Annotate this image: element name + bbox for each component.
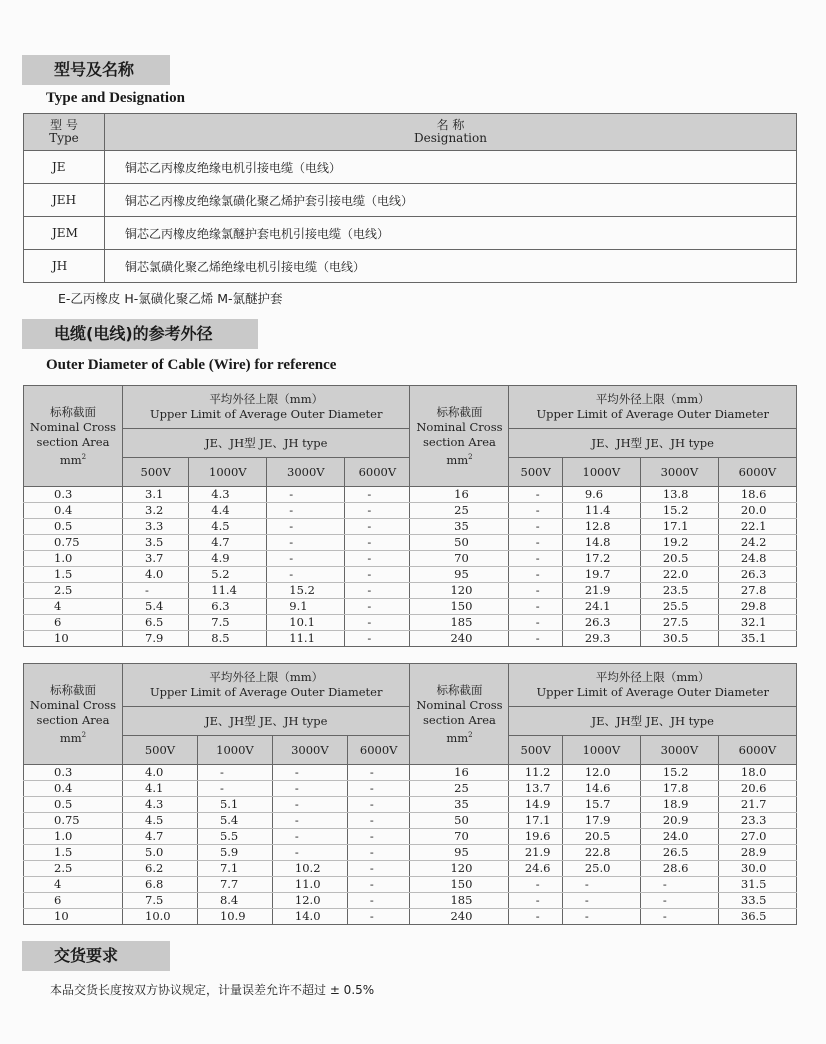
diameter-cell: - (345, 615, 410, 631)
diameter-cell: 5.4 (197, 813, 272, 829)
diameter-cell: 8.5 (189, 631, 267, 647)
diameter-cell: - (345, 487, 410, 503)
diameter-cell: 33.5 (718, 893, 796, 909)
designation-cell: 铜芯氯磺化聚乙烯绝缘电机引接电缆（电线） (105, 250, 797, 283)
diameter-table-2 (23, 663, 797, 925)
diameter-cell: 3.5 (123, 535, 189, 551)
area-cell: 70 (410, 551, 509, 567)
area-header: 标称截面 Nominal Cross section Area $mm^2$ (24, 386, 123, 487)
table-row (24, 797, 797, 813)
diameter-cell: 23.3 (718, 813, 796, 829)
diameter-cell: - (509, 503, 562, 519)
diameter-cell: 30.0 (718, 861, 796, 877)
diameter-cell: 3.2 (123, 503, 189, 519)
diameter-cell: 21.7 (718, 797, 796, 813)
diameter-cell: 4.1 (123, 781, 198, 797)
diameter-cell: - (509, 615, 562, 631)
diameter-cell: - (509, 877, 562, 893)
diameter-cell: 4.9 (189, 551, 267, 567)
area-cell: 95 (410, 845, 509, 861)
diameter-cell: 13.8 (640, 487, 718, 503)
voltage-header: 1000V (562, 458, 640, 487)
diameter-cell: - (345, 631, 410, 647)
diameter-cell: 5.9 (197, 845, 272, 861)
voltage-header: 1000V (189, 458, 267, 487)
area-cell: 10 (24, 631, 123, 647)
area-header: 标称截面 Nominal Cross section Area $mm^2$ (24, 664, 123, 765)
area-cell: 0.75 (24, 813, 123, 829)
diameter-cell: 20.6 (718, 781, 796, 797)
type-label-header: JE、JH型 JE、JH type (123, 429, 410, 458)
diameter-cell: - (562, 877, 640, 893)
diameter-cell: 24.8 (718, 551, 796, 567)
section-subtitle-type: Type and Designation (46, 90, 185, 106)
section-heading-diameter: 电缆(电线)的参考外径 (22, 319, 258, 349)
voltage-header: 3000V (640, 736, 718, 765)
type-cell: JEM (24, 217, 105, 250)
area-cell: 1.5 (24, 567, 123, 583)
type-label-header: JE、JH型 JE、JH type (509, 707, 797, 736)
type-cell: JH (24, 250, 105, 283)
diameter-cell: - (267, 487, 345, 503)
diameter-cell: 15.2 (640, 503, 718, 519)
diameter-cell: 14.9 (509, 797, 562, 813)
diameter-cell: 17.8 (640, 781, 718, 797)
diameter-cell: 28.6 (640, 861, 718, 877)
table-row (24, 250, 797, 283)
diameter-table-1 (23, 385, 797, 647)
diameter-cell: 8.4 (197, 893, 272, 909)
diameter-cell: 11.4 (562, 503, 640, 519)
area-cell: 50 (410, 535, 509, 551)
designation-cell: 铜芯乙丙橡皮绝缘氯醚护套电机引接电缆（电线） (105, 217, 797, 250)
diameter-cell: - (345, 519, 410, 535)
diameter-cell: 4.3 (123, 797, 198, 813)
diameter-cell: - (509, 551, 562, 567)
diameter-cell: - (267, 551, 345, 567)
diameter-cell: - (197, 781, 272, 797)
diameter-cell: 4.5 (189, 519, 267, 535)
diameter-cell: 22.1 (718, 519, 796, 535)
voltage-header: 500V (509, 736, 562, 765)
diameter-cell: 15.2 (267, 583, 345, 599)
diameter-cell: - (272, 781, 347, 797)
diameter-cell: - (345, 535, 410, 551)
diameter-cell: 11.0 (272, 877, 347, 893)
voltage-header: 6000V (718, 736, 796, 765)
area-cell: 240 (410, 631, 509, 647)
diameter-cell: 7.1 (197, 861, 272, 877)
diameter-cell: 15.2 (640, 765, 718, 781)
diameter-cell: 26.3 (718, 567, 796, 583)
diameter-cell: 27.8 (718, 583, 796, 599)
upper-limit-header: 平均外径上限（mm） Upper Limit of Average Outer Diameter (509, 386, 797, 429)
table-row (24, 845, 797, 861)
table-row (24, 487, 797, 503)
type-label-header: JE、JH型 JE、JH type (509, 429, 797, 458)
area-cell: 0.4 (24, 781, 123, 797)
header-row (24, 386, 797, 429)
diameter-cell: 32.1 (718, 615, 796, 631)
area-cell: 120 (410, 583, 509, 599)
table-row (24, 765, 797, 781)
diameter-cell: - (345, 503, 410, 519)
diameter-cell: 25.0 (562, 861, 640, 877)
diameter-cell: 28.9 (718, 845, 796, 861)
diameter-cell: - (267, 535, 345, 551)
area-cell: 4 (24, 599, 123, 615)
voltage-header: 6000V (345, 458, 410, 487)
diameter-cell: 12.0 (272, 893, 347, 909)
diameter-cell: 27.5 (640, 615, 718, 631)
diameter-cell: - (562, 893, 640, 909)
type-cell: JEH (24, 184, 105, 217)
diameter-cell: - (123, 583, 189, 599)
area-cell: 0.3 (24, 487, 123, 503)
diameter-cell: 29.3 (562, 631, 640, 647)
upper-limit-header: 平均外径上限（mm） Upper Limit of Average Outer Diameter (123, 386, 410, 429)
diameter-cell: 17.2 (562, 551, 640, 567)
diameter-cell: - (272, 845, 347, 861)
voltage-header: 500V (509, 458, 562, 487)
header-row (24, 664, 797, 707)
diameter-cell: 5.0 (123, 845, 198, 861)
area-cell: 35 (410, 519, 509, 535)
area-cell: 16 (410, 765, 509, 781)
diameter-cell: 22.0 (640, 567, 718, 583)
diameter-cell: - (347, 909, 410, 925)
diameter-cell: 3.3 (123, 519, 189, 535)
voltage-header: 500V (123, 736, 198, 765)
diameter-cell: 4.5 (123, 813, 198, 829)
diameter-cell: - (347, 797, 410, 813)
diameter-cell: - (509, 599, 562, 615)
voltage-header: 6000V (347, 736, 410, 765)
diameter-cell: 11.1 (267, 631, 345, 647)
diameter-cell: 15.7 (562, 797, 640, 813)
area-cell: 50 (410, 813, 509, 829)
diameter-cell: 7.9 (123, 631, 189, 647)
diameter-cell: 25.5 (640, 599, 718, 615)
diameter-cell: 5.5 (197, 829, 272, 845)
diameter-cell: 11.4 (189, 583, 267, 599)
area-cell: 10 (24, 909, 123, 925)
diameter-cell: - (509, 909, 562, 925)
type-designation-table (23, 113, 797, 283)
diameter-cell: 26.3 (562, 615, 640, 631)
diameter-cell: 31.5 (718, 877, 796, 893)
area-cell: 70 (410, 829, 509, 845)
diameter-cell: 29.8 (718, 599, 796, 615)
diameter-cell: 10.2 (272, 861, 347, 877)
diameter-cell: 4.0 (123, 765, 198, 781)
diameter-cell: - (509, 631, 562, 647)
diameter-cell: 4.0 (123, 567, 189, 583)
table-row (24, 567, 797, 583)
area-header: 标称截面 Nominal Cross section Area $mm^2$ (410, 386, 509, 487)
voltage-header: 1000V (562, 736, 640, 765)
diameter-cell: - (509, 519, 562, 535)
diameter-cell: - (509, 567, 562, 583)
diameter-cell: 6.2 (123, 861, 198, 877)
table-row (24, 615, 797, 631)
voltage-header: 1000V (197, 736, 272, 765)
diameter-cell: 23.5 (640, 583, 718, 599)
area-cell: 0.4 (24, 503, 123, 519)
area-cell: 1.0 (24, 551, 123, 567)
section-heading-type: 型号及名称 (22, 55, 170, 85)
diameter-cell: - (347, 877, 410, 893)
area-cell: 25 (410, 781, 509, 797)
area-cell: 150 (410, 599, 509, 615)
diameter-cell: - (345, 567, 410, 583)
area-cell: 0.3 (24, 765, 123, 781)
diameter-cell: - (347, 861, 410, 877)
area-cell: 25 (410, 503, 509, 519)
diameter-cell: 10.1 (267, 615, 345, 631)
area-cell: 95 (410, 567, 509, 583)
type-header: 型 号 Type (24, 114, 105, 151)
diameter-cell: - (509, 487, 562, 503)
area-cell: 4 (24, 877, 123, 893)
diameter-cell: - (347, 893, 410, 909)
table-row (24, 217, 797, 250)
diameter-cell: 7.5 (123, 893, 198, 909)
diameter-cell: - (345, 551, 410, 567)
section-heading-delivery: 交货要求 (22, 941, 170, 971)
diameter-cell: 5.4 (123, 599, 189, 615)
diameter-cell: 9.6 (562, 487, 640, 503)
diameter-cell: 24.0 (640, 829, 718, 845)
diameter-cell: 10.9 (197, 909, 272, 925)
table-row (24, 631, 797, 647)
diameter-cell: 5.2 (189, 567, 267, 583)
upper-limit-header: 平均外径上限（mm） Upper Limit of Average Outer Diameter (123, 664, 410, 707)
table-row (24, 813, 797, 829)
area-header: 标称截面 Nominal Cross section Area $mm^2$ (410, 664, 509, 765)
table-row (24, 535, 797, 551)
area-cell: 185 (410, 893, 509, 909)
diameter-cell: 24.1 (562, 599, 640, 615)
area-cell: 6 (24, 893, 123, 909)
area-cell: 16 (410, 487, 509, 503)
diameter-cell: 20.5 (562, 829, 640, 845)
diameter-cell: - (347, 781, 410, 797)
type-label-header: JE、JH型 JE、JH type (123, 707, 410, 736)
area-cell: 6 (24, 615, 123, 631)
diameter-cell: 4.3 (189, 487, 267, 503)
area-cell: 0.75 (24, 535, 123, 551)
diameter-cell: 4.4 (189, 503, 267, 519)
area-cell: 2.5 (24, 861, 123, 877)
area-cell: 35 (410, 797, 509, 813)
diameter-cell: 12.8 (562, 519, 640, 535)
voltage-header: 3000V (272, 736, 347, 765)
diameter-cell: 6.3 (189, 599, 267, 615)
table-row (24, 781, 797, 797)
diameter-cell: 20.9 (640, 813, 718, 829)
designation-cell: 铜芯乙丙橡皮绝缘电机引接电缆（电线） (105, 151, 797, 184)
diameter-cell: 12.0 (562, 765, 640, 781)
diameter-cell: - (272, 797, 347, 813)
diameter-cell: - (509, 583, 562, 599)
diameter-cell: 3.1 (123, 487, 189, 503)
voltage-header: 3000V (267, 458, 345, 487)
diameter-cell: - (272, 813, 347, 829)
diameter-cell: - (640, 893, 718, 909)
diameter-cell: - (345, 599, 410, 615)
voltage-header: 6000V (718, 458, 796, 487)
diameter-cell: 7.7 (197, 877, 272, 893)
area-cell: 120 (410, 861, 509, 877)
area-cell: 2.5 (24, 583, 123, 599)
voltage-header: 3000V (640, 458, 718, 487)
diameter-cell: - (345, 583, 410, 599)
diameter-cell: 21.9 (562, 583, 640, 599)
table-row (24, 877, 797, 893)
diameter-cell: 3.7 (123, 551, 189, 567)
diameter-cell: 9.1 (267, 599, 345, 615)
diameter-cell: - (267, 519, 345, 535)
diameter-cell: 14.6 (562, 781, 640, 797)
diameter-cell: - (509, 893, 562, 909)
voltage-header: 500V (123, 458, 189, 487)
type-cell: JE (24, 151, 105, 184)
table-row (24, 829, 797, 845)
area-cell: 1.5 (24, 845, 123, 861)
area-cell: 0.5 (24, 519, 123, 535)
abbreviation-note: E-乙丙橡皮 H-氯磺化聚乙烯 M-氯醚护套 (58, 291, 283, 306)
table-row (24, 184, 797, 217)
diameter-cell: 22.8 (562, 845, 640, 861)
delivery-text: 本品交货长度按双方协议规定，计量误差允许不超过 ± 0.5% (50, 983, 375, 997)
diameter-cell: 19.6 (509, 829, 562, 845)
diameter-cell: 18.6 (718, 487, 796, 503)
diameter-cell: - (347, 813, 410, 829)
diameter-cell: 14.8 (562, 535, 640, 551)
area-cell: 185 (410, 615, 509, 631)
table-row (24, 583, 797, 599)
diameter-cell: 17.1 (640, 519, 718, 535)
table-row (24, 503, 797, 519)
diameter-cell: 14.0 (272, 909, 347, 925)
diameter-cell: 19.2 (640, 535, 718, 551)
diameter-cell: - (267, 503, 345, 519)
diameter-cell: - (272, 829, 347, 845)
diameter-cell: - (347, 829, 410, 845)
diameter-cell: 6.8 (123, 877, 198, 893)
diameter-cell: 24.2 (718, 535, 796, 551)
diameter-cell: 17.1 (509, 813, 562, 829)
diameter-cell: 5.1 (197, 797, 272, 813)
diameter-cell: 20.0 (718, 503, 796, 519)
diameter-cell: 21.9 (509, 845, 562, 861)
diameter-cell: 36.5 (718, 909, 796, 925)
diameter-cell: 6.5 (123, 615, 189, 631)
section-subtitle-diameter: Outer Diameter of Cable (Wire) for reference (46, 357, 337, 373)
diameter-cell: 27.0 (718, 829, 796, 845)
diameter-cell: - (640, 909, 718, 925)
diameter-cell: - (562, 909, 640, 925)
diameter-cell: 30.5 (640, 631, 718, 647)
diameter-cell: 4.7 (189, 535, 267, 551)
table-row (24, 599, 797, 615)
diameter-cell: 18.0 (718, 765, 796, 781)
diameter-cell: 19.7 (562, 567, 640, 583)
diameter-cell: 4.7 (123, 829, 198, 845)
table-row (24, 151, 797, 184)
table-row (24, 893, 797, 909)
diameter-cell: 7.5 (189, 615, 267, 631)
diameter-cell: - (347, 765, 410, 781)
designation-header: 名 称 Designation (105, 114, 797, 151)
diameter-cell: 11.2 (509, 765, 562, 781)
upper-limit-header: 平均外径上限（mm） Upper Limit of Average Outer Diameter (509, 664, 797, 707)
diameter-cell: 13.7 (509, 781, 562, 797)
diameter-cell: - (267, 567, 345, 583)
designation-cell: 铜芯乙丙橡皮绝缘氯磺化聚乙烯护套引接电缆（电线） (105, 184, 797, 217)
diameter-cell: 20.5 (640, 551, 718, 567)
table-row (24, 909, 797, 925)
table-row (24, 861, 797, 877)
diameter-cell: 10.0 (123, 909, 198, 925)
table-row (24, 551, 797, 567)
diameter-cell: 24.6 (509, 861, 562, 877)
diameter-cell: 26.5 (640, 845, 718, 861)
diameter-cell: - (509, 535, 562, 551)
table-row (24, 519, 797, 535)
diameter-cell: 18.9 (640, 797, 718, 813)
diameter-cell: - (197, 765, 272, 781)
diameter-cell: - (640, 877, 718, 893)
area-cell: 150 (410, 877, 509, 893)
area-cell: 1.0 (24, 829, 123, 845)
diameter-cell: - (347, 845, 410, 861)
diameter-cell: - (272, 765, 347, 781)
diameter-cell: 35.1 (718, 631, 796, 647)
area-cell: 0.5 (24, 797, 123, 813)
area-cell: 240 (410, 909, 509, 925)
diameter-cell: 17.9 (562, 813, 640, 829)
